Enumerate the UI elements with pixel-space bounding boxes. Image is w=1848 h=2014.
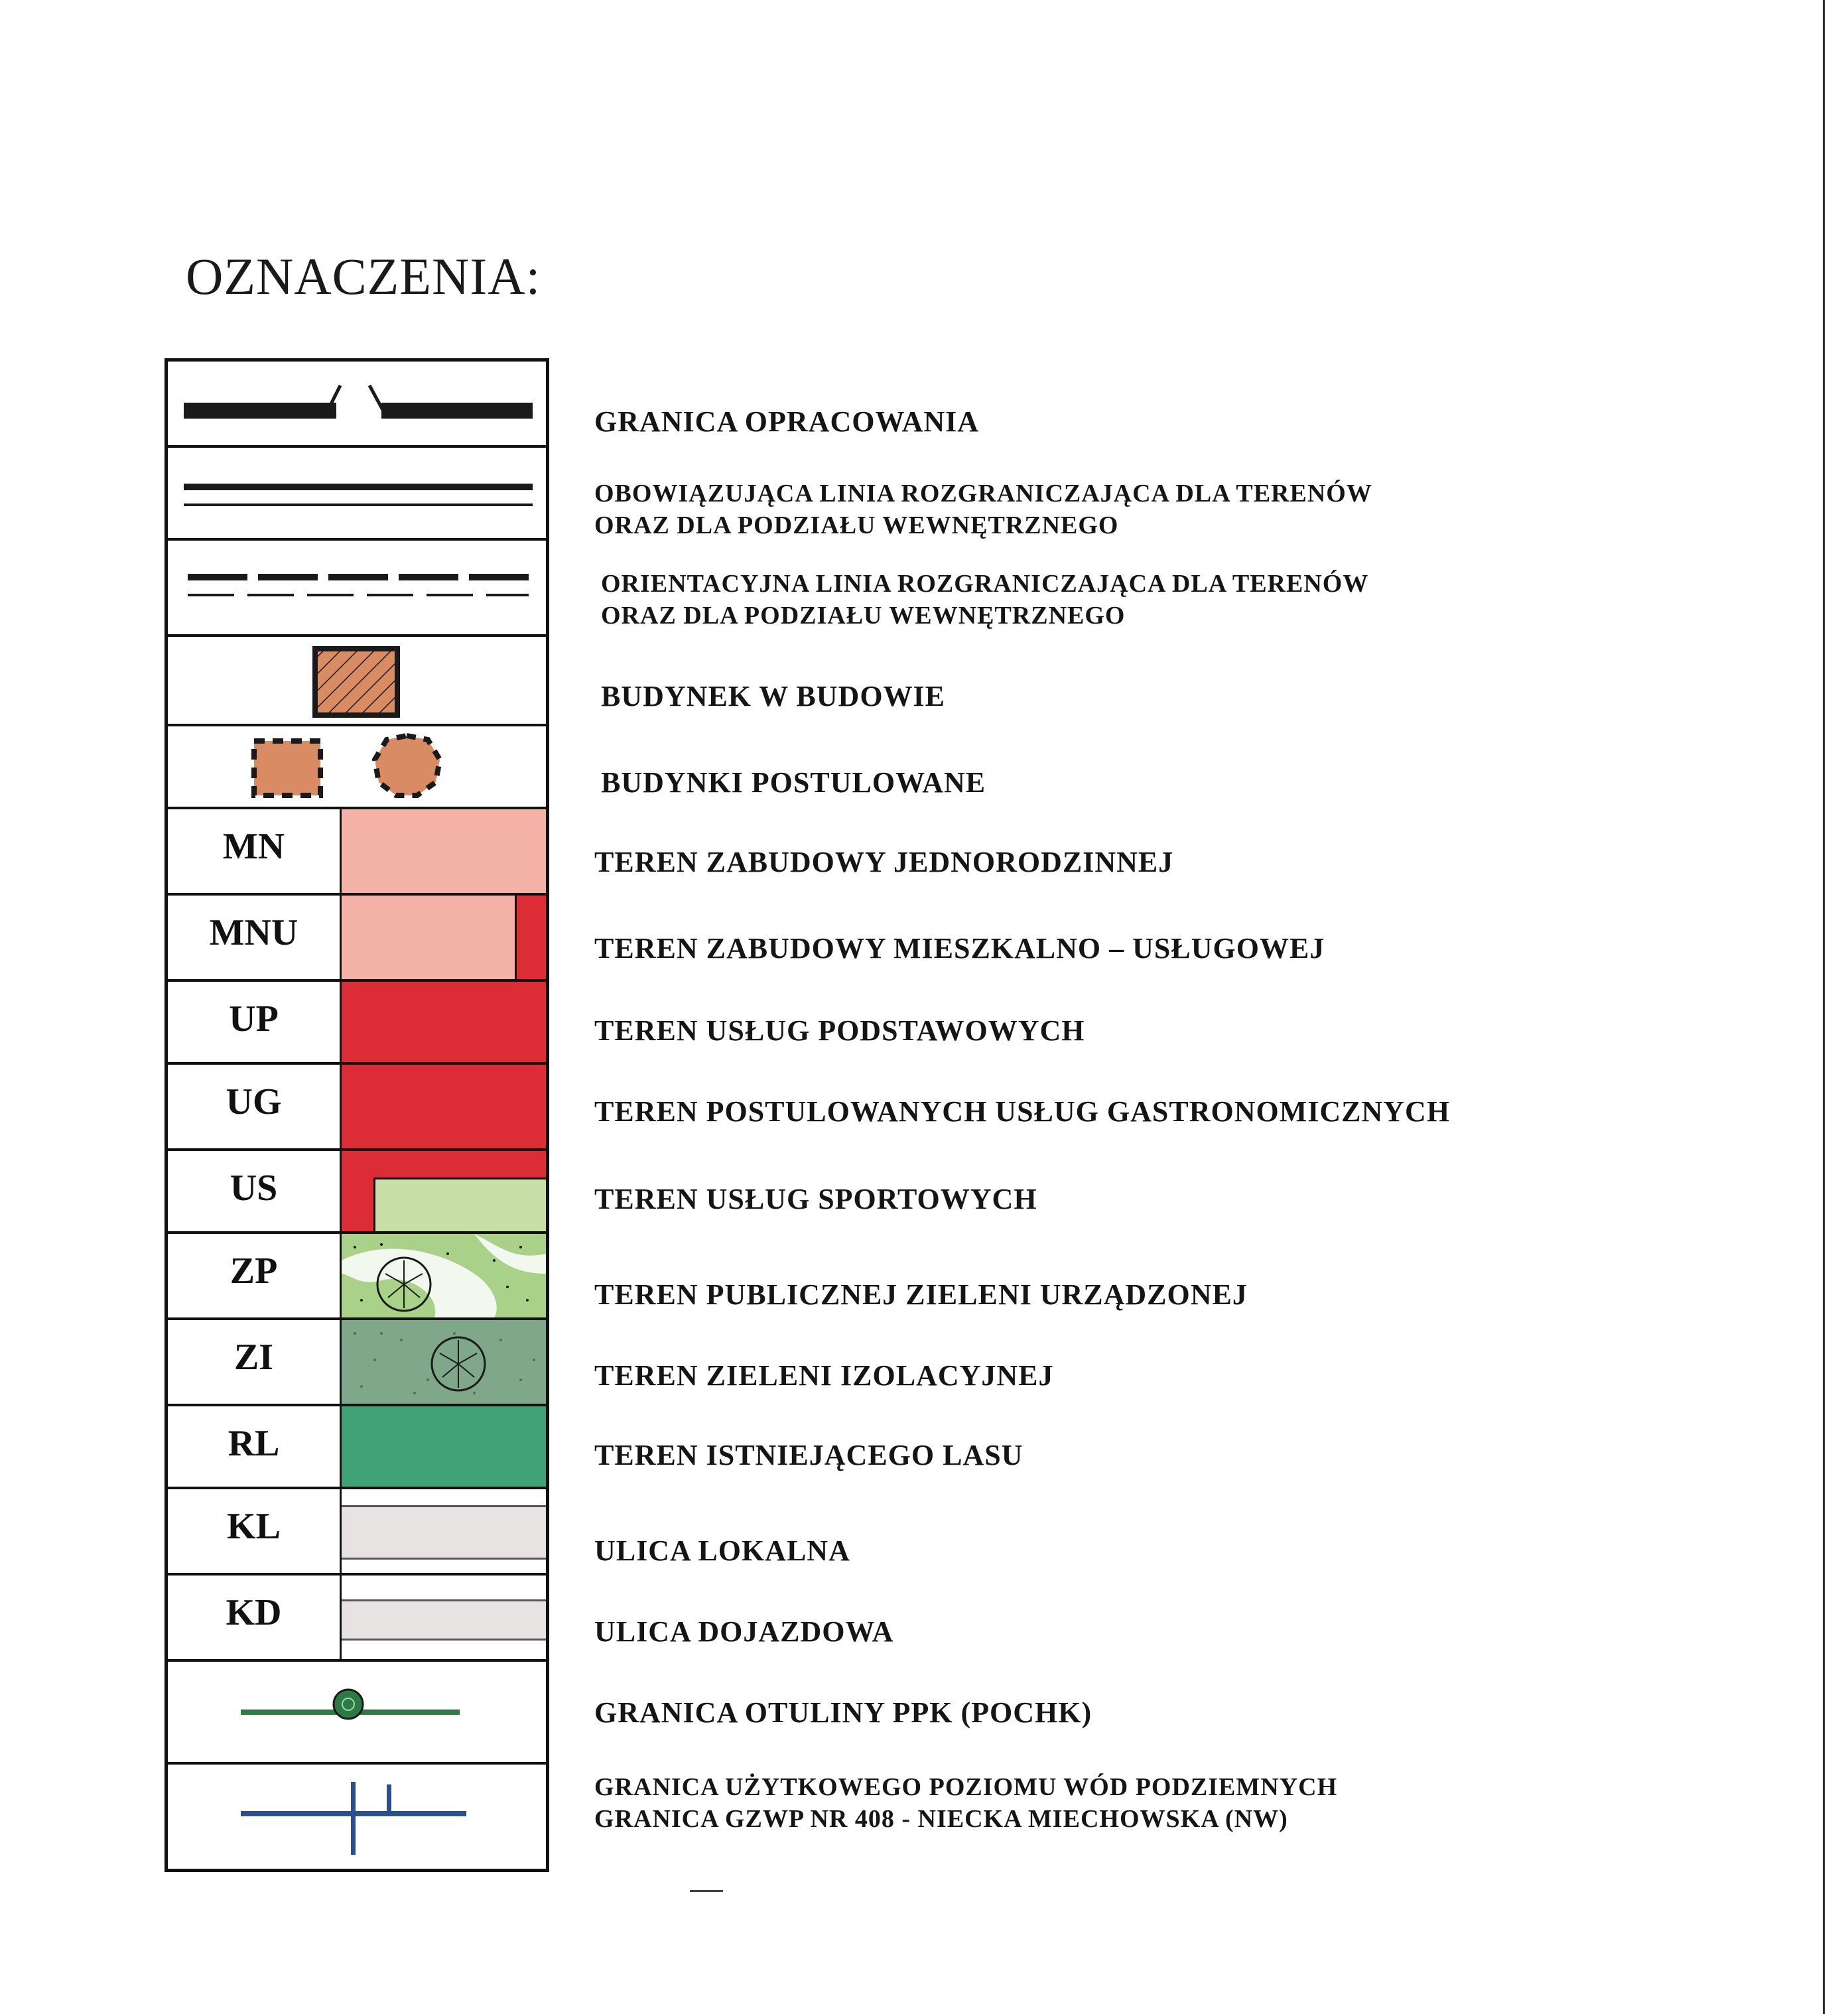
legend-label-zp: TEREN PUBLICZNEJ ZIELENI URZĄDZONEJ (594, 1278, 1248, 1311)
legend-label-indicative-line: ORIENTACYJNA LINIA ROZGRANICZAJĄCA DLA TERENÓW ORAZ DLA PODZIAŁU WEWNĘTRZNEGO (601, 570, 1369, 630)
legend-label-kl: ULICA LOKALNA (594, 1534, 850, 1567)
legend-label-proposed-buildings: BUDYNKI POSTULOWANE (601, 766, 986, 799)
legend-symbol-groundwater-boundary (168, 1765, 546, 1871)
binding-line-icon (168, 448, 546, 538)
swatch-access-street (342, 1576, 546, 1659)
proposed-buildings-icon (168, 726, 546, 807)
legend-box (165, 358, 549, 1872)
swatch-basic-services (342, 982, 546, 1062)
swatch-local-street (342, 1489, 546, 1573)
indicative-line-icon (168, 541, 546, 634)
study-boundary-icon (168, 362, 546, 445)
legend-symbol-binding-line (168, 448, 546, 541)
legend-code: RL (168, 1406, 342, 1487)
legend-label-up: TEREN USŁUG PODSTAWOWYCH (594, 1014, 1085, 1047)
legend-symbol-study-boundary (168, 362, 546, 448)
swatch-existing-forest (342, 1406, 546, 1487)
legend-symbol-buffer-boundary (168, 1662, 546, 1765)
legend-code: US (168, 1151, 342, 1231)
legend-row-kd (168, 1576, 546, 1662)
legend-code: ZI (168, 1320, 342, 1404)
legend-row-mnu (168, 896, 546, 982)
legend-label-zi: TEREN ZIELENI IZOLACYJNEJ (594, 1359, 1054, 1392)
legend-row-mn (168, 809, 546, 896)
buffer-boundary-icon (168, 1662, 546, 1762)
legend-row-zi (168, 1320, 546, 1406)
legend-code: MN (168, 809, 342, 893)
legend-label-rl: TEREN ISTNIEJĄCEGO LASU (594, 1439, 1023, 1471)
legend-code: UP (168, 982, 342, 1062)
swatch-single-family (342, 809, 546, 893)
swatch-gastronomy-services (342, 1065, 546, 1148)
swatch-isolation-green (342, 1320, 546, 1404)
legend-code: KL (168, 1489, 342, 1573)
legend-row-us (168, 1151, 546, 1234)
legend-code: KD (168, 1576, 342, 1659)
legend-label-mnu: TEREN ZABUDOWY MIESZKALNO – USŁUGOWEJ (594, 932, 1325, 965)
legend-row-rl (168, 1406, 546, 1489)
swatch-sport-services (342, 1151, 546, 1231)
swatch-mixed-residential-service (342, 896, 546, 979)
legend-symbol-building-under-construction (168, 637, 546, 726)
legend-label-kd: ULICA DOJAZDOWA (594, 1615, 894, 1648)
legend-label-ug: TEREN POSTULOWANYCH USŁUG GASTRONOMICZNYCH (594, 1095, 1451, 1128)
legend-label-mn: TEREN ZABUDOWY JEDNORODZINNEJ (594, 846, 1174, 878)
legend-symbol-indicative-line (168, 541, 546, 637)
legend-label-building-under-construction: BUDYNEK W BUDOWIE (601, 680, 946, 712)
legend-label-study-boundary: GRANICA OPRACOWANIA (594, 405, 980, 438)
legend-row-up (168, 982, 546, 1065)
scan-mark (690, 1890, 723, 1892)
legend-title: OZNACZENIA: (186, 247, 541, 305)
legend-label-buffer-boundary: GRANICA OTULINY PPK (POCHK) (594, 1696, 1092, 1729)
legend-symbol-proposed-buildings (168, 726, 546, 809)
legend-code: UG (168, 1065, 342, 1148)
legend-label-groundwater-boundary: GRANICA UŻYTKOWEGO POZIOMU WÓD PODZIEMNYCH GRANICA GZWP NR 408 - NIECKA MIECHOWSKA (NW) (594, 1773, 1338, 1833)
park-tree-icon (342, 1234, 546, 1317)
isolation-tree-icon (342, 1320, 546, 1404)
swatch-public-park (342, 1234, 546, 1317)
legend-row-zp (168, 1234, 546, 1320)
legend-label-us: TEREN USŁUG SPORTOWYCH (594, 1183, 1037, 1215)
legend-row-kl (168, 1489, 546, 1576)
legend-code: MNU (168, 896, 342, 979)
building-under-construction-icon (168, 637, 546, 724)
legend-code: ZP (168, 1234, 342, 1317)
page-edge-line (1823, 0, 1825, 2014)
legend-label-binding-line: OBOWIĄZUJĄCA LINIA ROZGRANICZAJĄCA DLA TERENÓW ORAZ DLA PODZIAŁU WEWNĘTRZNEGO (594, 480, 1372, 539)
legend-row-ug (168, 1065, 546, 1151)
groundwater-boundary-icon (168, 1765, 546, 1871)
